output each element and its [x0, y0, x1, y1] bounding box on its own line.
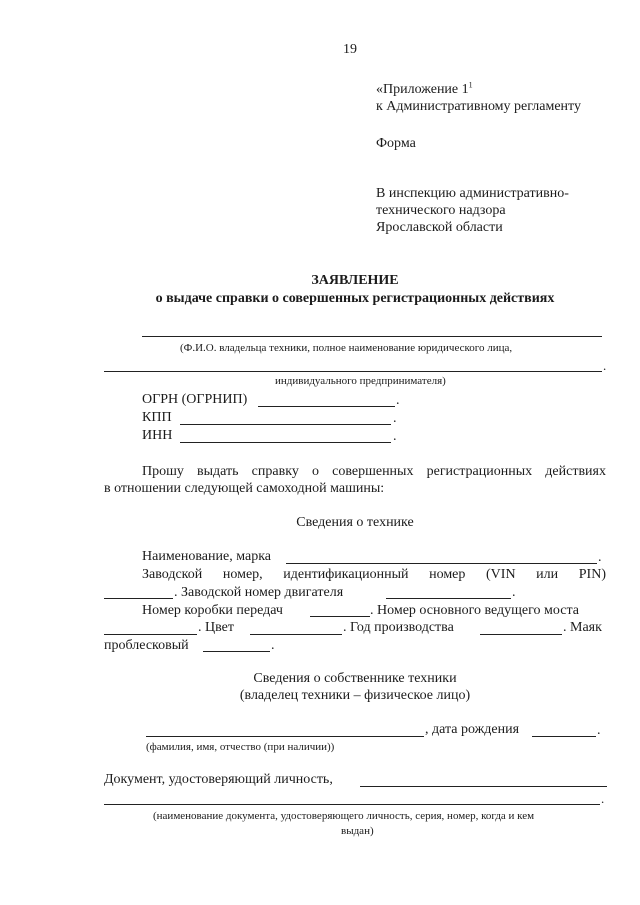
owner-subheading: (владелец техники – физическое лицо)	[239, 688, 471, 703]
beacon-label: . Маяк	[563, 620, 602, 635]
ogrn-field[interactable]	[258, 406, 395, 407]
form-label: Форма	[376, 136, 416, 151]
recipient-line-2: технического надзора	[376, 203, 506, 218]
document-hint-2: выдан)	[341, 825, 374, 837]
inn-field[interactable]	[180, 442, 391, 443]
year-field[interactable]	[480, 634, 562, 635]
owner-heading: Сведения о собственнике техники	[253, 671, 457, 686]
applicant-hint-1: (Ф.И.О. владельца техники, полное наименование юридического лица,	[180, 342, 513, 354]
birth-date-label: , дата рождения	[425, 722, 520, 737]
identity-document-field-2[interactable]	[104, 804, 600, 805]
kpp-label: КПП	[142, 410, 172, 425]
document-label: Документ, удостоверяющий личность,	[104, 772, 333, 787]
document-title: ЗАЯВЛЕНИЕ	[311, 273, 399, 288]
gearbox-label: Номер коробки передач	[142, 603, 283, 618]
identity-document-field[interactable]	[360, 786, 607, 787]
engine-number-field[interactable]	[386, 598, 511, 599]
owner-name-hint: (фамилия, имя, отчество (при наличии))	[146, 741, 335, 753]
appendix-title: «Приложение $1^1$	[376, 80, 473, 97]
recipient-line-1: В инспекцию административно-	[376, 186, 569, 201]
axle-label: . Номер основного ведущего моста	[370, 603, 579, 618]
recipient-line-3: Ярославской области	[376, 220, 503, 235]
inn-label: ИНН	[142, 428, 173, 443]
vehicle-name-field[interactable]	[286, 563, 597, 564]
vehicle-heading: Сведения о технике	[296, 515, 414, 530]
applicant-name-field[interactable]	[142, 336, 602, 337]
appendix-reference: к Административному регламенту	[376, 99, 581, 114]
year-label: . Год производства	[343, 620, 454, 635]
applicant-name-field-2[interactable]	[104, 371, 602, 372]
vehicle-serial-field[interactable]	[104, 598, 173, 599]
vehicle-serial-label: Заводской номер, идентификационный номер (VIN или PIN)	[142, 567, 606, 582]
ogrn-label: ОГРН (ОГРНИП)	[142, 392, 248, 407]
vehicle-name-label: Наименование, марка	[142, 549, 272, 564]
engine-label: . Заводской номер двигателя	[174, 585, 344, 600]
document-hint-1: (наименование документа, удостоверяющего личность, серия, номер, когда и кем	[153, 810, 535, 822]
request-line-1: Прошу выдать справку о совершенных регистрационных действиях	[142, 464, 606, 479]
gearbox-field[interactable]	[310, 616, 370, 617]
owner-name-field[interactable]	[146, 736, 424, 737]
color-field[interactable]	[250, 634, 342, 635]
color-label: . Цвет	[198, 620, 234, 635]
birth-date-field[interactable]	[532, 736, 596, 737]
axle-field[interactable]	[104, 634, 197, 635]
page-number: 19	[343, 42, 357, 57]
document-subtitle: о выдаче справки о совершенных регистрационных действиях	[155, 291, 555, 306]
beacon-field[interactable]	[203, 651, 270, 652]
beacon-label-2: проблесковый	[104, 638, 189, 653]
kpp-field[interactable]	[180, 424, 391, 425]
applicant-hint-2: индивидуального предпринимателя)	[275, 375, 446, 387]
request-line-2: в отношении следующей самоходной машины:	[104, 481, 385, 496]
